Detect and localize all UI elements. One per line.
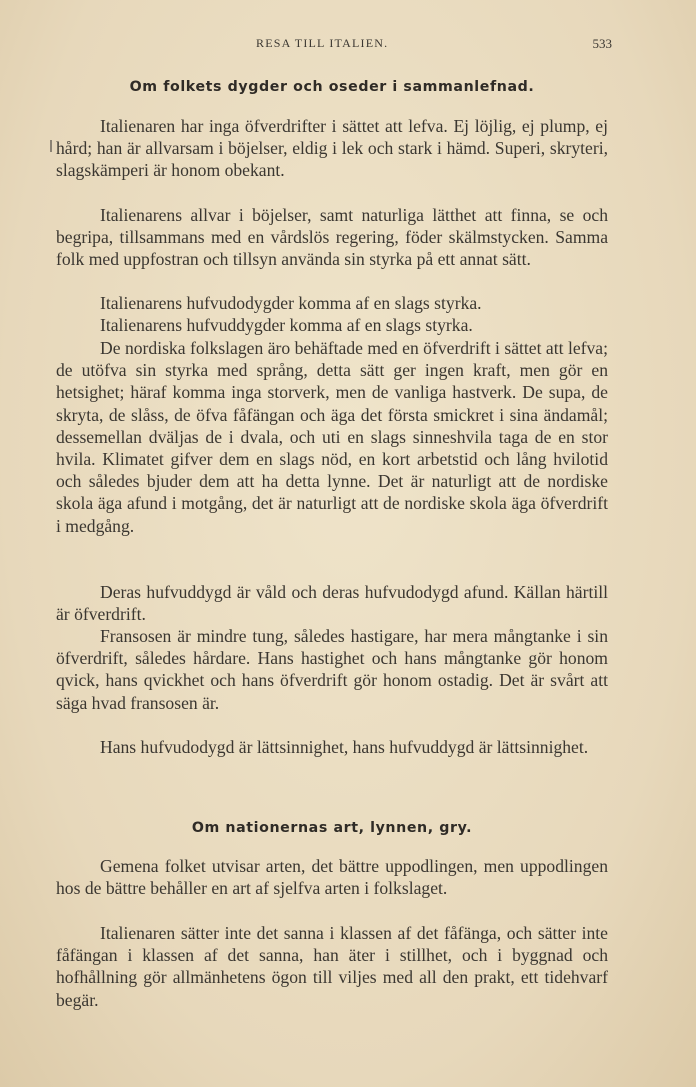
running-head <box>56 36 612 56</box>
section-heading-nationernas-art: Om nationernas art, lynnen, gry. <box>191 820 473 836</box>
running-head-title: RESA TILL ITALIEN. <box>256 36 389 50</box>
paragraph: Fransosen är mindre tung, således hastigare, har mera mångtanke i sin öfverdrift, således hårdare. Hans hastighet och hans mångtanke gör honom qvick, hans qvickhet och hans öfverdrift gör honom ostadig. Det är svårt att säga hvad fransosen är. <box>56 626 608 713</box>
section-heading-folkets-dygder: Om folkets dygder och oseder i sammanlefnad. <box>129 79 535 95</box>
paragraph: Deras hufvuddygd är våld och deras hufvudodygd afund. Källan härtill är öfverdrift. <box>56 582 608 625</box>
margin-pencil-mark <box>50 140 52 152</box>
paragraph: Italienarens allvar i böjelser, samt naturliga lätthet att finna, se och begripa, tillsammans med en vårdslös regering, föder skälmstycken. Samma folk med uppfostran och tillsyn använda sin styrka på ett annat sätt. <box>56 205 608 270</box>
paragraph: Italienarens hufvuddygder komma af en slags styrka. <box>100 315 473 335</box>
paragraph: Italienarens hufvudodygder komma af en slags styrka. <box>100 293 482 313</box>
page-number: 533 <box>592 36 612 51</box>
paragraph: Hans hufvudodygd är lättsinnighet, hans hufvuddygd är lättsinnighet. <box>100 737 589 757</box>
paragraph: Gemena folket utvisar arten, det bättre uppodlingen, men uppodlingen hos de bättre behåller en art af sjelfva arten i folkslaget. <box>56 856 608 899</box>
paragraph: De nordiska folkslagen äro behäftade med en öfverdrift i sättet att lefva; de utöfva sin styrka med språng, detta sätt ger ingen kraft, men gör en hetsighet; häraf komma inga storverk, men de vanliga hastverk. De supa, de skryta, de slåss, de öfva fåfängan och äga det första smickret i sina ändamål; dessemellan dväljas de i dvala, och uti en slags sinneshvila taga de en stor hvila. Klimatet gifver dem en slags nöd, en kort arbetstid och lång hvilotid och således bjuder dem att ha detta lynne. Det är naturligt att de nordiske skola äga afund i motgång, det är naturligt att de nordiske skola äga öfverdrift i medgång. <box>56 338 608 536</box>
paragraph: Italienaren har inga öfverdrifter i sättet att lefva. Ej löjlig, ej plump, ej hård; han är allvarsam i böjelser, eldig i lek och stark i hämd. Superi, skryteri, slagskämperi är honom obekant. <box>56 116 608 181</box>
paragraph: Italienaren sätter inte det sanna i klassen af det fåfänga, och sätter inte fåfängan i klassen af det sanna, han äter i stillhet, och i byggnad och hofhållning gör allmänhetens ögon till viljes med all den prakt, ett tidehvarf begär. <box>56 923 608 1010</box>
